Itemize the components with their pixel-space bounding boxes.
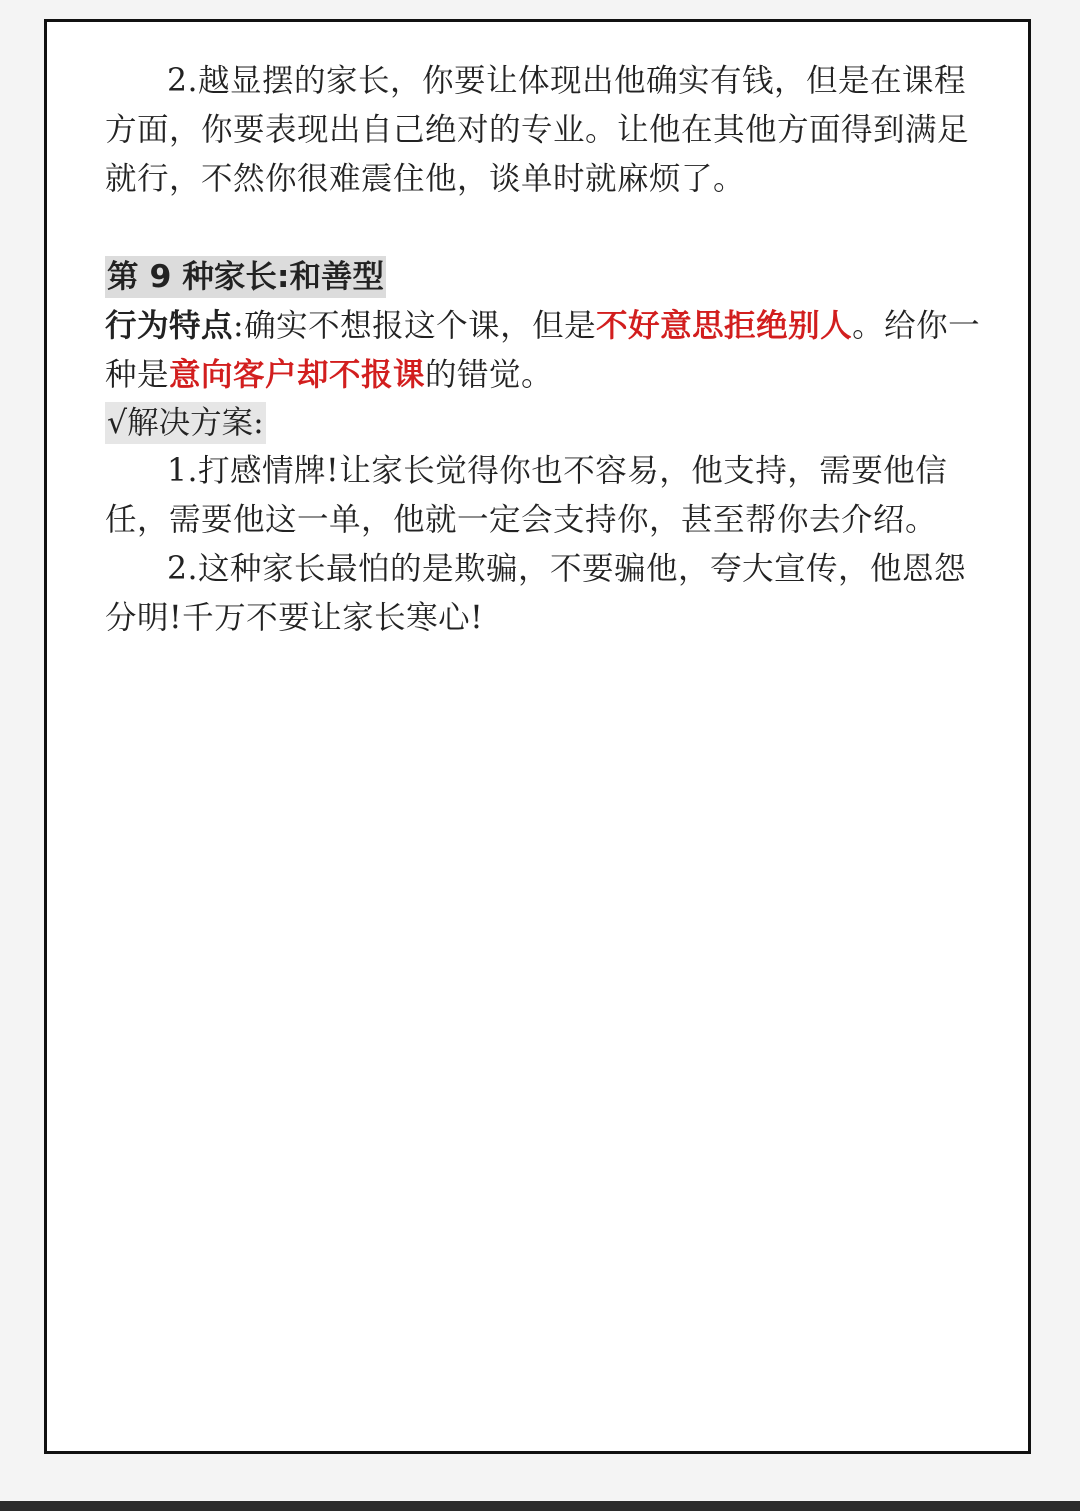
solution-label: √解决方案:: [105, 402, 266, 444]
behavior-colon: :: [233, 308, 245, 344]
behavior-text-1: 确实不想报这个课，但是: [244, 308, 597, 344]
section-heading: 第 9 种家长:和善型: [105, 256, 386, 298]
behavior-highlight-2: 意向客户却不报课: [169, 357, 426, 393]
solution-item-1: 1.打感情牌!让家长觉得你也不容易，他支持，需要他信任，需要他这一单，他就一定会支持你，甚至帮你去介绍。: [105, 453, 948, 538]
paragraph-gap: [105, 204, 985, 253]
behavior-paragraph: [105, 302, 985, 400]
behavior-highlight-1: 不好意思拒绝别人: [596, 308, 853, 344]
bottom-edge-bar: [0, 1501, 1080, 1511]
document-page: [44, 19, 1031, 1454]
document-content: [105, 57, 985, 643]
behavior-text-3: 的错觉。: [425, 357, 554, 393]
solution-item-2: 2.这种家长最怕的是欺骗，不要骗他，夸大宣传，他恩怨分明!千万不要让家长寒心!: [105, 551, 967, 636]
behavior-text-2: 。给你一种是: [105, 308, 981, 393]
behavior-label: 行为特点: [105, 308, 234, 344]
intro-item-2: 2.越显摆的家长，你要让体现出他确实有钱，但是在课程方面，你要表现出自己绝对的专业。让他在其他方面得到满足就行，不然你很难震住他，谈单时就麻烦了。: [105, 63, 970, 197]
